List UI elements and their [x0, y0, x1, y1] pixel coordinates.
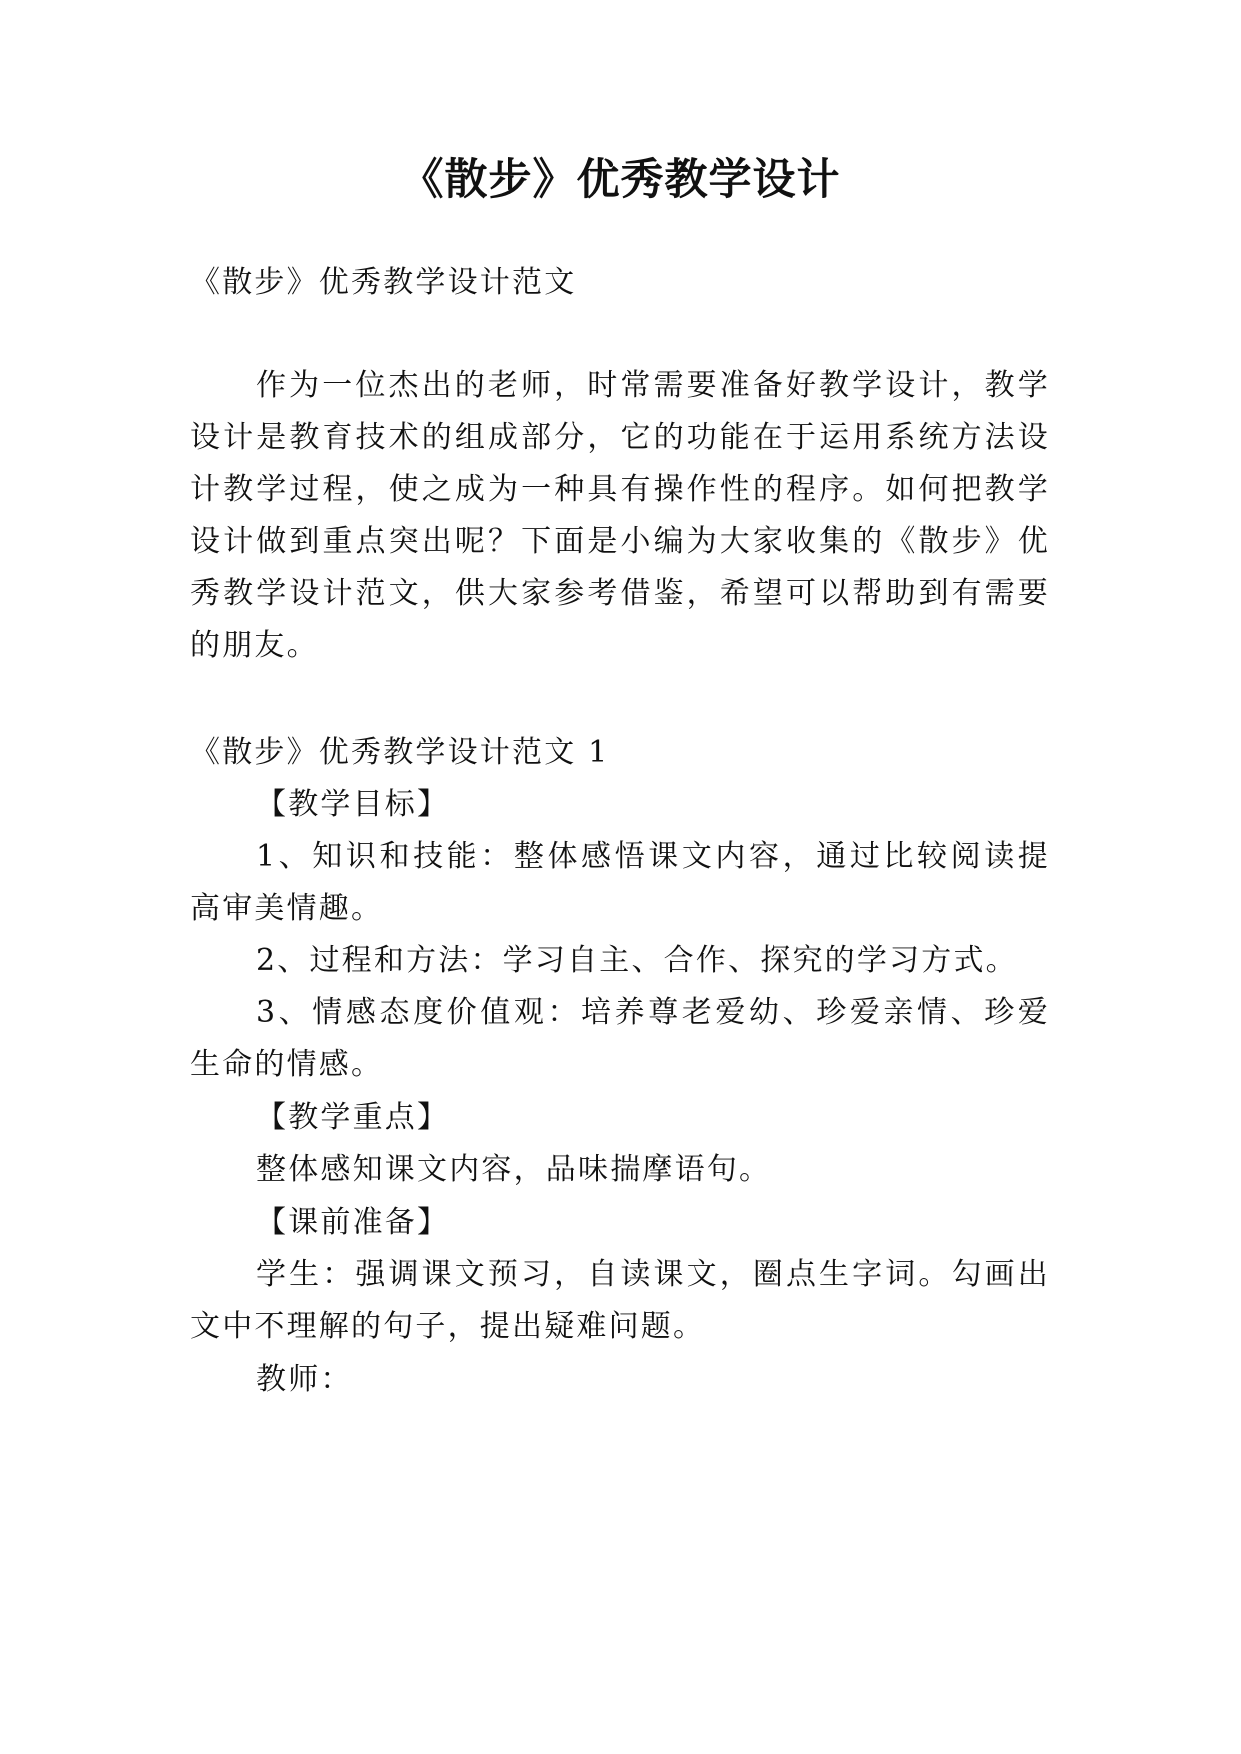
goal-3-line-2: 生命的情感。	[190, 1047, 384, 1082]
intro-line-5: 秀教学设计范文，供大家参考借鉴，希望可以帮助到有需要	[190, 576, 1050, 611]
student-line-2: 文中不理解的句子，提出疑难问题。	[190, 1309, 706, 1344]
document-title: 《散步》优秀教学设计	[400, 155, 841, 205]
goals-heading: 【教学目标】	[256, 787, 450, 822]
intro-line-6: 的朋友。	[190, 628, 319, 663]
teacher-label: 教师：	[256, 1362, 353, 1397]
goal-1-line-1: 1、知识和技能：整体感悟课文内容，通过比较阅读提	[256, 839, 1050, 874]
document-subtitle: 《散步》优秀教学设计范文	[190, 265, 577, 300]
student-line-1: 学生：强调课文预习，自读课文，圈点生字词。勾画出	[256, 1257, 1050, 1292]
intro-line-2: 设计是教育技术的组成部分，它的功能在于运用系统方法设	[190, 420, 1050, 455]
goal-1-line-2: 高审美情趣。	[190, 891, 384, 926]
section-heading: 《散步》优秀教学设计范文 1	[190, 735, 610, 770]
intro-line-1: 作为一位杰出的老师，时常需要准备好教学设计，教学	[256, 368, 1050, 403]
goal-3-line-1: 3、情感态度价值观：培养尊老爱幼、珍爱亲情、珍爱	[256, 995, 1050, 1030]
key-text: 整体感知课文内容，品味揣摩语句。	[256, 1152, 772, 1187]
intro-line-4: 设计做到重点突出呢？下面是小编为大家收集的《散步》优	[190, 524, 1050, 559]
key-heading: 【教学重点】	[256, 1100, 450, 1135]
intro-line-3: 计教学过程，使之成为一种具有操作性的程序。如何把教学	[190, 472, 1050, 507]
prep-heading: 【课前准备】	[256, 1205, 450, 1240]
goal-2: 2、过程和方法：学习自主、合作、探究的学习方式。	[256, 943, 1018, 978]
